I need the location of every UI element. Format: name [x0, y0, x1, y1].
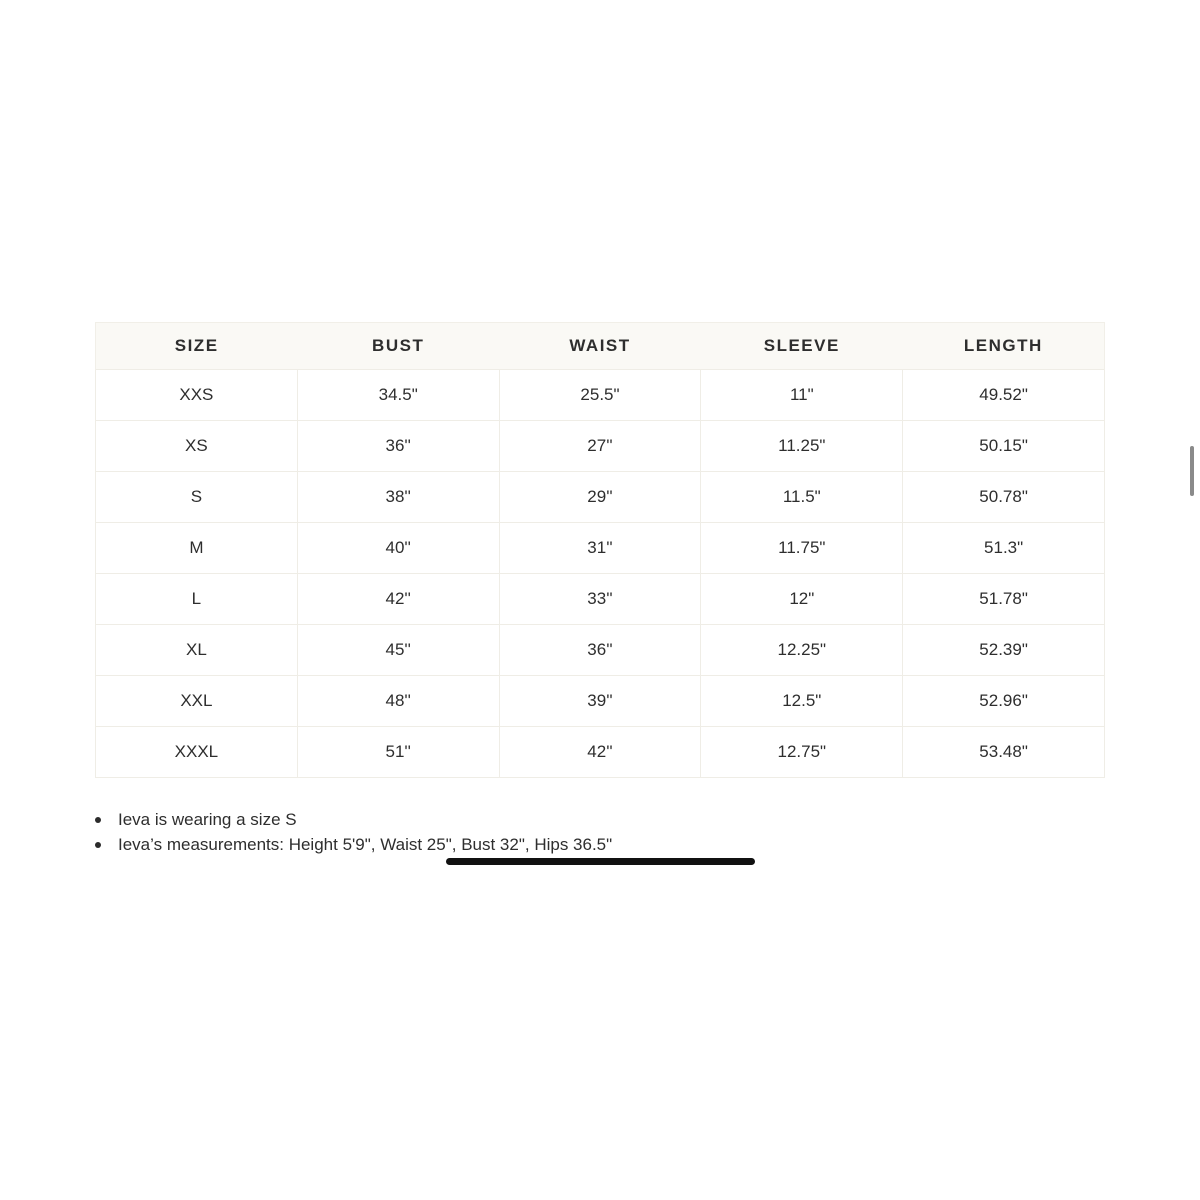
table-row	[96, 676, 1105, 727]
size-cell: XXXL	[96, 727, 298, 778]
size-cell: L	[96, 574, 298, 625]
bullet-icon	[95, 842, 101, 848]
home-indicator[interactable]	[446, 858, 755, 865]
waist-cell: 31''	[499, 523, 701, 574]
size-cell: XL	[96, 625, 298, 676]
length-cell: 51.78"	[903, 574, 1105, 625]
length-cell: 51.3"	[903, 523, 1105, 574]
list-item	[95, 807, 612, 832]
waist-cell: 42''	[499, 727, 701, 778]
bust-cell: 36''	[297, 421, 499, 472]
waist-cell: 29''	[499, 472, 701, 523]
table-row	[96, 370, 1105, 421]
table-header-row	[96, 323, 1105, 370]
length-cell: 52.96"	[903, 676, 1105, 727]
bust-cell: 51''	[297, 727, 499, 778]
size-cell: XXL	[96, 676, 298, 727]
sleeve-cell: 11.25"	[701, 421, 903, 472]
sleeve-cell: 12.25"	[701, 625, 903, 676]
bullet-icon	[95, 817, 101, 823]
vertical-scrollbar[interactable]	[1190, 446, 1194, 496]
length-cell: 49.52"	[903, 370, 1105, 421]
length-cell: 50.78"	[903, 472, 1105, 523]
sleeve-cell: 11.75"	[701, 523, 903, 574]
waist-cell: 25.5"	[499, 370, 701, 421]
waist-cell: 36''	[499, 625, 701, 676]
model-notes-list	[95, 807, 612, 857]
waist-cell: 27''	[499, 421, 701, 472]
sleeve-cell: 12.5"	[701, 676, 903, 727]
waist-cell: 39''	[499, 676, 701, 727]
length-cell: 53.48"	[903, 727, 1105, 778]
list-item	[95, 832, 612, 857]
table-row	[96, 727, 1105, 778]
size-cell: S	[96, 472, 298, 523]
table-row	[96, 472, 1105, 523]
sleeve-cell: 11"	[701, 370, 903, 421]
length-cell: 52.39"	[903, 625, 1105, 676]
table-row	[96, 421, 1105, 472]
bust-cell: 48''	[297, 676, 499, 727]
bust-cell: 38''	[297, 472, 499, 523]
bust-cell: 42''	[297, 574, 499, 625]
model-measurements-note: Ieva’s measurements: Height 5'9", Waist 25", Bust 32", Hips 36.5"	[118, 835, 613, 854]
waist-cell: 33''	[499, 574, 701, 625]
column-header-length: LENGTH	[903, 323, 1105, 370]
size-cell: M	[96, 523, 298, 574]
length-cell: 50.15"	[903, 421, 1105, 472]
size-cell: XXS	[96, 370, 298, 421]
column-header-bust: BUST	[297, 323, 499, 370]
sleeve-cell: 11.5"	[701, 472, 903, 523]
bust-cell: 34.5"	[297, 370, 499, 421]
table-row	[96, 574, 1105, 625]
bust-cell: 45''	[297, 625, 499, 676]
column-header-size: SIZE	[96, 323, 298, 370]
table-row	[96, 523, 1105, 574]
sleeve-cell: 12.75"	[701, 727, 903, 778]
model-size-note: Ieva is wearing a size S	[118, 810, 297, 829]
bust-cell: 40''	[297, 523, 499, 574]
size-chart-table	[95, 322, 1105, 778]
size-cell: XS	[96, 421, 298, 472]
column-header-waist: WAIST	[499, 323, 701, 370]
column-header-sleeve: SLEEVE	[701, 323, 903, 370]
sleeve-cell: 12"	[701, 574, 903, 625]
table-row	[96, 625, 1105, 676]
